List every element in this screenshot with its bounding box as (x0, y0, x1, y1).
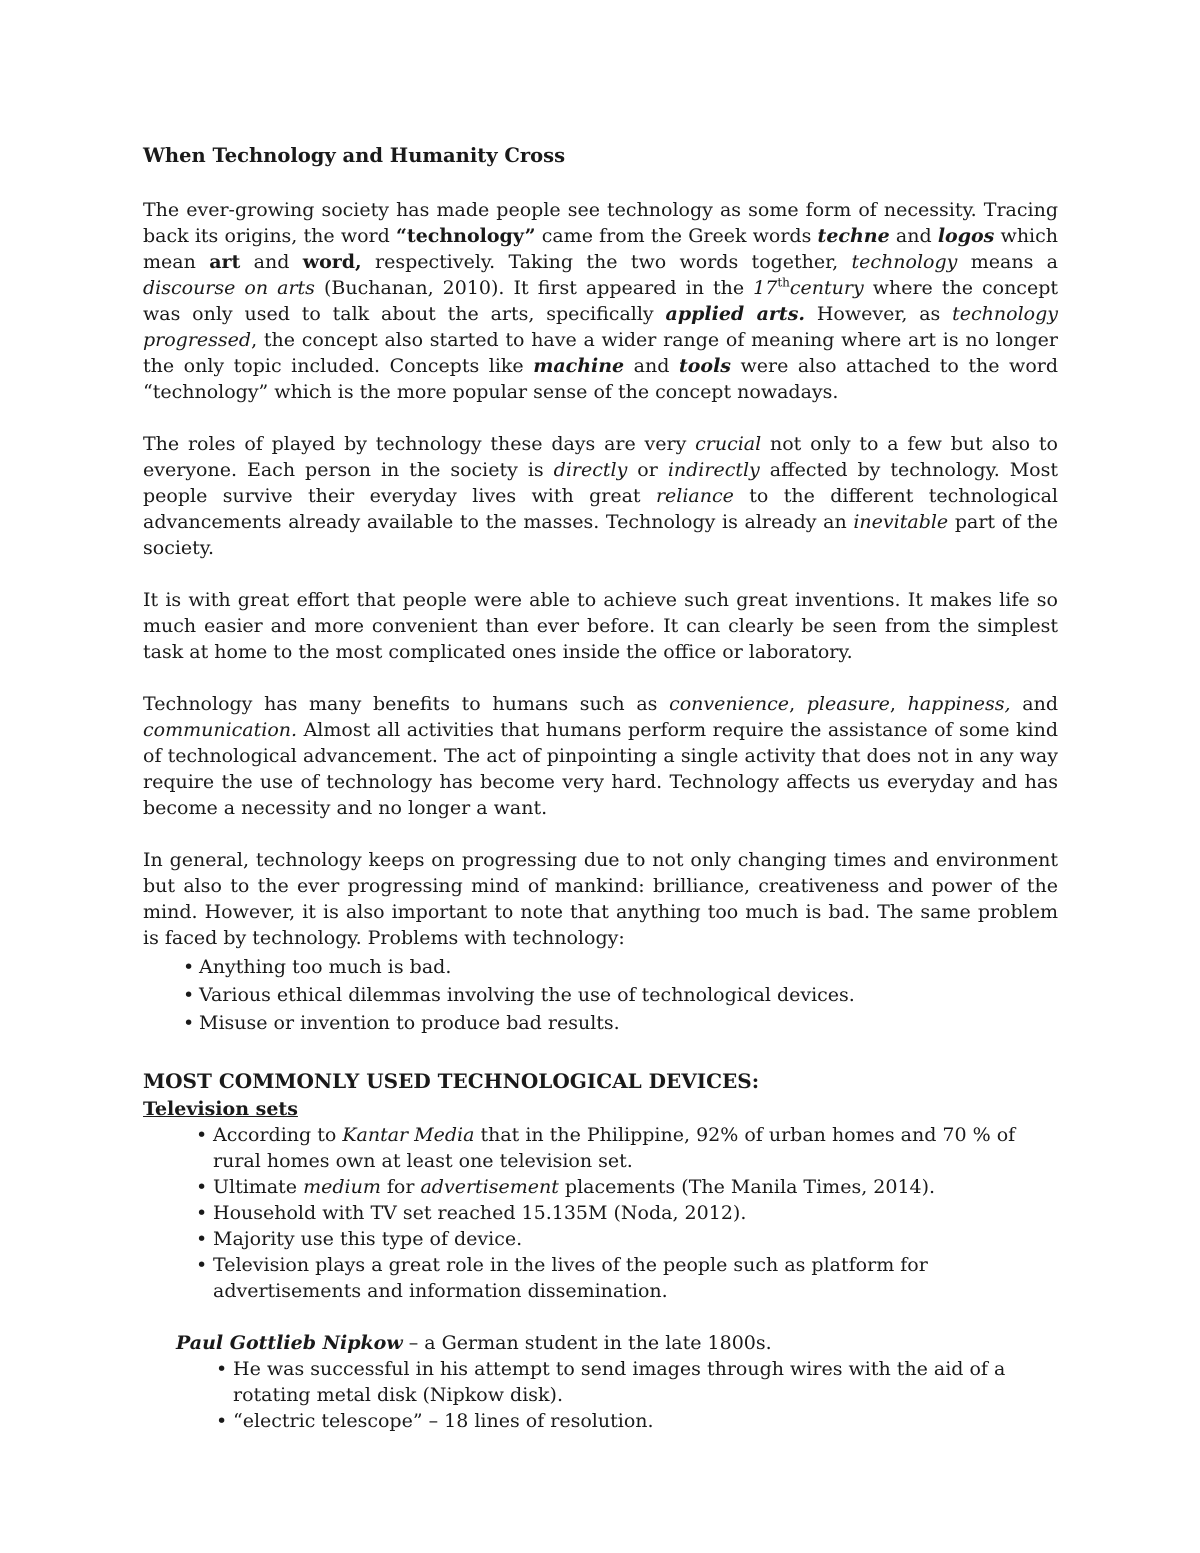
nipkow-facts-list (143, 1356, 1058, 1434)
section-heading: MOST COMMONLY USED TECHNOLOGICAL DEVICES: (143, 1069, 760, 1093)
list-item: • Majority use this type of device. (176, 1226, 1058, 1252)
document-title: When Technology and Humanity Cross (143, 144, 566, 167)
paragraph-roles: The roles of played by technology these days are very crucial not only to a few but also to everyone. Each person in the society is directly or indirectly affected by technology. Most people survive their everyday lives with great reliance to the different technological advancements already available to the masses. Technology is already an inevitable part of the society. (143, 433, 1059, 559)
paragraph-general: In general, technology keeps on progressing due to not only changing times and environment but also to the ever progressing mind of mankind: brilliance, creativeness and power of the mind. However, it is also important to note that anything too much is bad. The same problem is faced by technology. Problems with technology: (143, 849, 1058, 949)
list-item: • Ultimate medium for advertisement placements (The Manila Times, 2014). (176, 1174, 1058, 1200)
term-art: art (209, 251, 241, 273)
document-body (143, 143, 1058, 1434)
list-item: • Household with TV set reached 15.135M (Noda, 2012). (176, 1200, 1058, 1226)
paragraph-origins: The ever-growing society has made people see technology as some form of necessity. Tracing back its origins, the word “technology” came from the Greek words techne and logos which mean art and word, respectively. Taking the two words together, technology means a discourse on arts (Buchanan, 2010). It first appeared in the 17thcentury where the concept was only used to talk about the arts, specifically applied arts. However, as technology progressed, the concept also started to have a wider range of meaning where art is no longer the only topic included. Concepts like machine and tools were also attached to the word “technology” which is the more popular sense of the concept nowadays. (143, 199, 1059, 403)
television-facts-list (143, 1122, 1058, 1304)
term-tools: tools (678, 355, 731, 377)
paragraph-benefits: Technology has many benefits to humans such as convenience, pleasure, happiness, and communication. Almost all activities that humans perform require the assistance of some kind of technological advancement. The act of pinpointing a single activity that does not in any way require the use of technology has become very hard. Technology affects us everyday and has become a necessity and no longer a want. (143, 693, 1058, 819)
term-logos: logos (937, 225, 995, 247)
term-machine: machine (533, 355, 625, 377)
term-word: word, (302, 251, 362, 273)
list-item: • He was successful in his attempt to send images through wires with the aid of a rotating metal disk (Nipkow disk). (213, 1356, 1058, 1408)
term-techne: techne (817, 225, 890, 247)
list-item: • “electric telescope” – 18 lines of resolution. (213, 1408, 1058, 1434)
list-item: • Anything too much is bad. (183, 953, 1058, 981)
list-item: • According to Kantar Media that in the Philippine, 92% of urban homes and 70 % of rural homes own at least one television set. (176, 1122, 1058, 1174)
paragraph-effort: It is with great effort that people were able to achieve such great inventions. It makes life so much easier and more convenient than ever before. It can clearly be seen from the simplest task at home to the most complicated ones inside the office or laboratory. (143, 589, 1058, 663)
person-name: Paul Gottlieb Nipkow (176, 1332, 403, 1354)
nipkow-entry: Paul Gottlieb Nipkow – a German student in the late 1800s. (176, 1332, 772, 1354)
term-applied-arts: applied arts. (665, 303, 806, 325)
term-technology: “technology” (396, 225, 536, 247)
subsection-heading-television: Television sets (143, 1098, 298, 1120)
list-item: • Television plays a great role in the lives of the people such as platform for advertisements and information dissemination. (176, 1252, 1058, 1304)
list-item: • Misuse or invention to produce bad results. (183, 1009, 1058, 1037)
problems-list (143, 953, 1058, 1037)
list-item: • Various ethical dilemmas involving the use of technological devices. (183, 981, 1058, 1009)
